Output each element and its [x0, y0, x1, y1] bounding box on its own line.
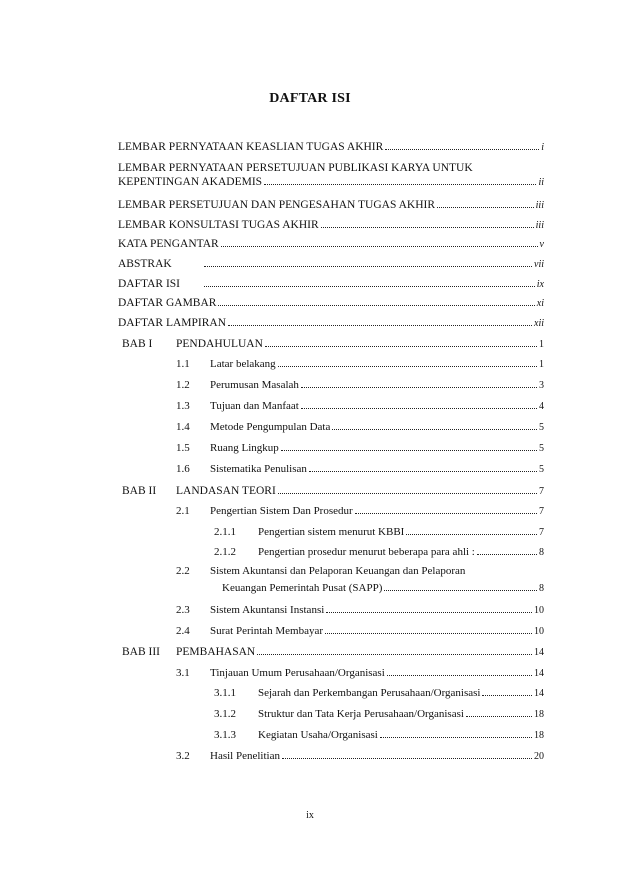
- toc-label: Ruang Lingkup: [210, 442, 279, 454]
- toc-label: Metode Pengumpulan Data: [210, 421, 331, 433]
- toc-page: 4: [539, 401, 544, 412]
- toc-entry-pengesahan: [118, 198, 544, 212]
- toc-page: vii: [534, 259, 544, 270]
- section-number: 1.5: [176, 442, 190, 454]
- toc-chapter-bab2: [122, 484, 544, 498]
- toc-page: 1: [539, 359, 544, 370]
- toc-page: xi: [536, 298, 544, 309]
- toc-subsection-3-1-1: [214, 686, 544, 700]
- toc-page: 5: [539, 464, 544, 475]
- toc-section-1-4: [176, 420, 544, 434]
- section-number: 1.1: [176, 358, 190, 370]
- toc-page: 7: [539, 506, 544, 517]
- toc-page: 1: [539, 339, 544, 350]
- section-number: 2.3: [176, 604, 190, 616]
- toc-label: Pengertian sistem menurut KBBI: [258, 526, 405, 538]
- toc-leader: [466, 707, 532, 717]
- section-number: 2.1: [176, 505, 190, 517]
- subsection-number: 3.1.1: [214, 687, 236, 699]
- toc-entry-konsultasi: [118, 218, 544, 232]
- page-number-footer: ix: [306, 810, 314, 821]
- chapter-number: BAB I: [122, 338, 153, 350]
- toc-page: 5: [539, 422, 544, 433]
- toc-page: ii: [538, 177, 544, 188]
- toc-section-3-2: [176, 749, 544, 763]
- toc-leader: [264, 175, 536, 185]
- toc-page: ix: [536, 279, 544, 290]
- toc-leader: [218, 296, 534, 306]
- toc-leader: [332, 420, 537, 430]
- toc-page: 18: [534, 730, 544, 741]
- toc-page: 14: [534, 647, 544, 658]
- subsection-number: 3.1.2: [214, 708, 236, 720]
- toc-page: iii: [535, 200, 544, 211]
- toc-subsection-2-1-2: [214, 545, 544, 559]
- toc-label: Sejarah dan Perkembangan Perusahaan/Organisasi: [258, 687, 481, 699]
- toc-entry-daftar-gambar: [118, 296, 544, 310]
- toc-page: iii: [535, 220, 544, 231]
- toc-leader: [301, 399, 537, 409]
- toc-section-3-1: [176, 666, 544, 680]
- toc-page: 20: [534, 751, 544, 762]
- toc-subsection-2-1-1: [214, 525, 544, 539]
- toc-section-2-1: [176, 504, 544, 518]
- toc-label: Hasil Penelitian: [210, 750, 280, 762]
- chapter-number: BAB II: [122, 485, 157, 497]
- toc-page: 8: [539, 547, 544, 558]
- toc-label: PEMBAHASAN: [176, 646, 256, 658]
- toc-label: Sistem Akuntansi Instansi: [210, 604, 325, 616]
- toc-entry-daftar-lampiran: [118, 316, 544, 330]
- toc-label: Struktur dan Tata Kerja Perusahaan/Organisasi: [258, 708, 464, 720]
- toc-page: 18: [534, 709, 544, 720]
- toc-page: 14: [534, 668, 544, 679]
- toc-label: Pengertian Sistem Dan Prosedur: [210, 505, 353, 517]
- toc-entry-publikasi: [118, 161, 544, 190]
- toc-entry-abstrak: [118, 257, 544, 271]
- toc-section-1-3: [176, 399, 544, 413]
- toc-label: DAFTAR GAMBAR: [118, 297, 217, 309]
- page-title: DAFTAR ISI: [269, 91, 351, 106]
- toc-label: LEMBAR PERSETUJUAN DAN PENGESAHAN TUGAS AKHIR: [118, 199, 436, 211]
- toc-entry-daftar-isi: [118, 277, 544, 291]
- toc-label-line1: Sistem Akuntansi dan Pelaporan Keuangan dan Pelaporan: [210, 565, 466, 577]
- toc-leader: [301, 378, 537, 388]
- toc-leader: [380, 728, 532, 738]
- toc-page: 10: [534, 605, 544, 616]
- toc-label: Latar belakang: [210, 358, 276, 370]
- toc-label: Tujuan dan Manfaat: [210, 400, 299, 412]
- toc-leader: [387, 666, 532, 676]
- toc-leader: [482, 686, 532, 696]
- toc-leader: [204, 257, 532, 267]
- toc-leader: [437, 198, 534, 208]
- toc-leader: [325, 624, 532, 634]
- toc-leader: [326, 603, 532, 613]
- toc-page: 3: [539, 380, 544, 391]
- toc-leader: [221, 237, 538, 247]
- section-number: 2.4: [176, 625, 190, 637]
- toc-section-1-5: [176, 441, 544, 455]
- toc-label: LANDASAN TEORI: [176, 485, 276, 497]
- toc-leader: [406, 525, 537, 535]
- toc-page: 14: [534, 688, 544, 699]
- section-number: 1.2: [176, 379, 190, 391]
- subsection-number: 2.1.2: [214, 546, 236, 558]
- toc-label-line2: Keuangan Pemerintah Pusat (SAPP): [222, 582, 383, 594]
- toc-label: PENDAHULUAN: [176, 338, 263, 350]
- toc-label: KATA PENGANTAR: [118, 238, 219, 250]
- toc-leader: [278, 484, 537, 494]
- toc-section-2-4: [176, 624, 544, 638]
- toc-section-2-3: [176, 603, 544, 617]
- toc-leader: [355, 504, 537, 514]
- toc-label: Perumusan Masalah: [210, 379, 299, 391]
- section-number: 1.3: [176, 400, 190, 412]
- toc-label: Pengertian prosedur menurut beberapa para ahli :: [258, 546, 475, 558]
- toc-label: Surat Perintah Membayar: [210, 625, 324, 637]
- toc-subsection-3-1-2: [214, 707, 544, 721]
- toc-page: v: [539, 239, 544, 250]
- toc-label: Kegiatan Usaha/Organisasi: [258, 729, 378, 741]
- subsection-number: 3.1.3: [214, 729, 236, 741]
- chapter-number: BAB III: [122, 646, 161, 658]
- toc-leader: [309, 462, 537, 472]
- toc-subsection-3-1-3: [214, 728, 544, 742]
- toc-leader: [228, 316, 532, 326]
- section-number: 1.4: [176, 421, 190, 433]
- toc-label: ABSTRAK: [118, 258, 172, 270]
- toc-label: Tinjauan Umum Perusahaan/Organisasi: [210, 667, 385, 679]
- toc-leader: [257, 645, 532, 655]
- toc-page: 7: [539, 486, 544, 497]
- toc-label: LEMBAR PERNYATAAN KEASLIAN TUGAS AKHIR: [118, 141, 384, 153]
- toc-page: 5: [539, 443, 544, 454]
- section-number: 3.2: [176, 750, 190, 762]
- toc-leader: [385, 140, 539, 150]
- toc-leader: [278, 357, 537, 367]
- toc-section-2-2: [176, 565, 544, 595]
- toc-label: DAFTAR LAMPIRAN: [118, 317, 227, 329]
- toc-page: 7: [539, 527, 544, 538]
- toc-page: i: [541, 142, 544, 153]
- toc-section-1-1: [176, 357, 544, 371]
- toc-label: Sistematika Penulisan: [210, 463, 307, 475]
- toc-section-1-2: [176, 378, 544, 392]
- toc-leader: [321, 218, 534, 228]
- section-number: 2.2: [176, 565, 190, 577]
- toc-page: xii: [534, 318, 544, 329]
- toc-label: DAFTAR ISI: [118, 278, 181, 290]
- toc-label-line1: LEMBAR PERNYATAAN PERSETUJUAN PUBLIKASI KARYA UNTUK: [118, 162, 473, 174]
- toc-label: LEMBAR KONSULTASI TUGAS AKHIR: [118, 219, 319, 231]
- toc-page: 10: [534, 626, 544, 637]
- toc-leader: [282, 749, 532, 759]
- section-number: 3.1: [176, 667, 190, 679]
- section-number: 1.6: [176, 463, 190, 475]
- toc-leader: [384, 581, 537, 591]
- subsection-number: 2.1.1: [214, 526, 236, 538]
- toc-leader: [265, 337, 537, 347]
- toc-leader: [204, 277, 535, 287]
- toc-chapter-bab1: [122, 337, 544, 351]
- toc-leader: [281, 441, 537, 451]
- toc-entry-kata-pengantar: [118, 237, 544, 251]
- toc-label-line2: KEPENTINGAN AKADEMIS: [118, 176, 263, 188]
- toc-entry-pernyataan: [118, 140, 544, 154]
- toc-chapter-bab3: [122, 645, 544, 659]
- toc-page: 8: [539, 583, 544, 594]
- toc-section-1-6: [176, 462, 544, 476]
- toc-leader: [477, 545, 537, 555]
